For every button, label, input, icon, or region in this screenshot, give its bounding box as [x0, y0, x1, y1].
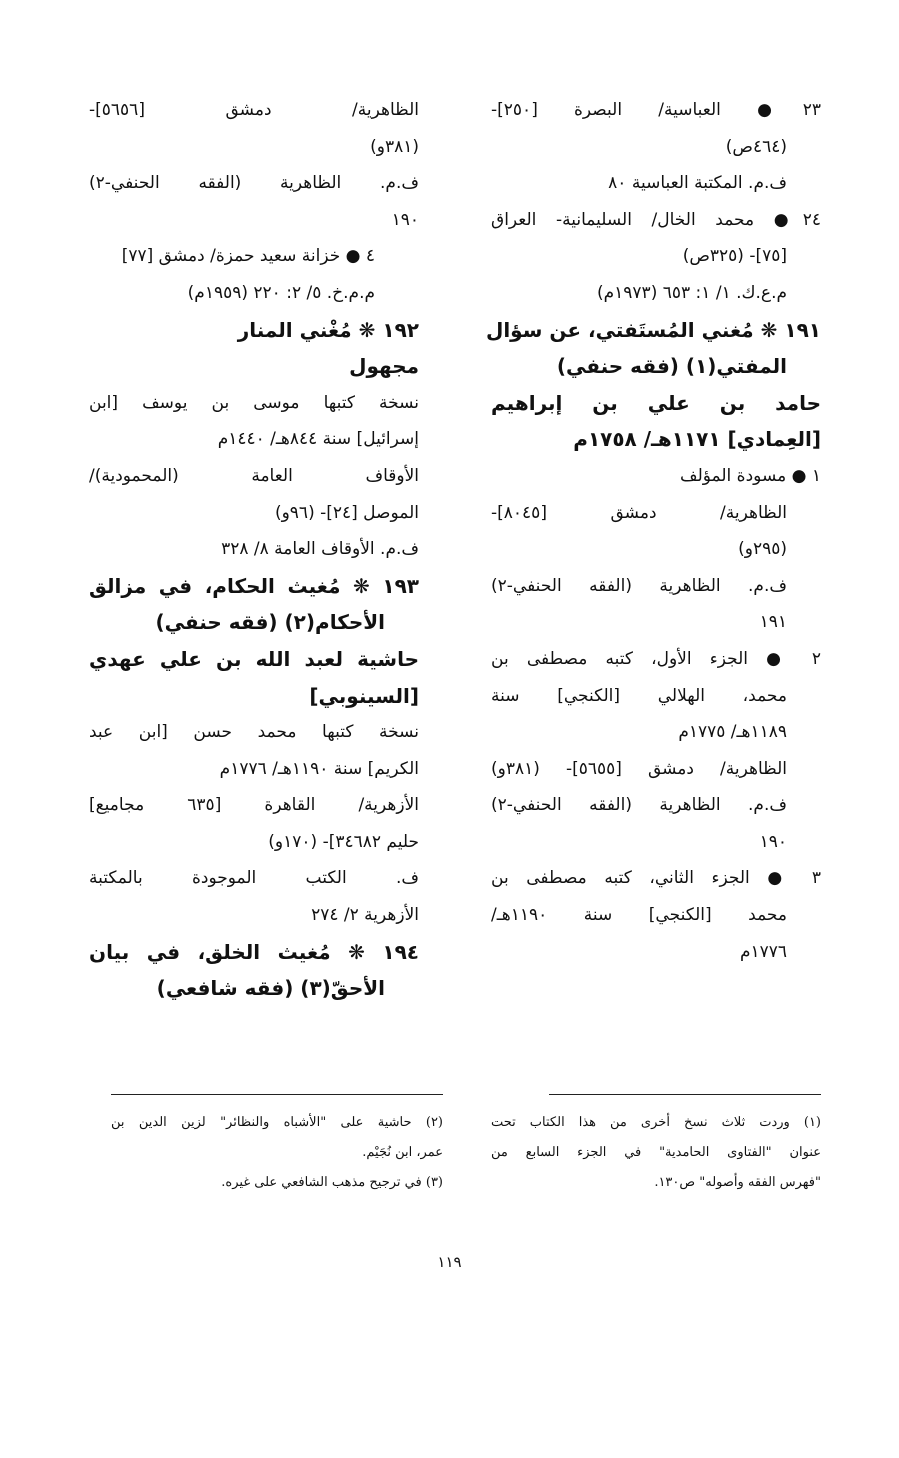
entry-line: محمد، الهلالي [الكنجي] سنة: [491, 685, 787, 706]
entry-line: نسخة كتبها موسى بن يوسف [ابن: [89, 392, 419, 413]
entry-line: الموصل [٢٤]- (٩٦و): [274, 502, 419, 523]
footnote-line: "فهرس الفقه وأصوله" ص١٣٠.: [654, 1175, 821, 1190]
entry-line: الكريم] سنة ١١٩٠هـ/ ١٧٧٦م: [219, 758, 419, 779]
entry-line: ف.م. الظاهرية (الفقه الحنفي-٢): [491, 795, 787, 816]
footnote-divider-right: [549, 1094, 821, 1095]
entry-line: الأزهرية ٢/ ٢٧٤: [311, 905, 419, 926]
entry-line: ١٩٠: [391, 209, 419, 230]
entry-line: ١ ● مسودة المؤلف: [679, 465, 821, 486]
entry-line: ف.م. المكتبة العباسية ٨٠: [608, 173, 787, 194]
entry-line: (٢٩٥و): [738, 539, 787, 560]
footnote-line: عنوان "الفتاوى الحامدية" في الجزء السابع من: [491, 1145, 821, 1160]
entry-line: ١٩٣ ❋ مُغيث الحكام، في مزالق: [89, 573, 419, 598]
entry-line: مجهول: [349, 354, 419, 379]
entry-line: ٢٤● محمد الخال/ السليمانية- العراق: [491, 209, 821, 230]
footnote-line: (١) وردت ثلاث نسخ أخرى من هذا الكتاب تحت: [491, 1115, 821, 1130]
entry-line: الأحكام(٢) (فقه حنفي): [155, 610, 385, 635]
entry-line: نسخة كتبها محمد حسن [ابن عبد: [89, 722, 419, 743]
right-column: [485, 92, 821, 970]
entry-line: ف.م. الظاهرية (الفقه الحنفي-٢): [491, 575, 787, 596]
footnotes-right: [491, 1108, 821, 1198]
entry-line: الظاهرية/ دمشق [٥٦٥٦]-: [89, 100, 419, 120]
entry-line: ف.م. الظاهرية (الفقه الحنفي-٢): [89, 173, 419, 194]
entry-line: [٧٥]- (٣٢٥ص): [682, 246, 787, 267]
entry-line: ١٩٠: [759, 831, 787, 852]
entry-line: حليم ٣٤٦٨٢]- (١٧٠و): [268, 831, 419, 852]
entry-line: [العِمادي] ١١٧١هـ/ ١٧٥٨م: [573, 427, 821, 452]
left-column: [89, 92, 419, 1007]
entry-line: محمد [الكنجي] سنة ١١٩٠هـ/: [491, 905, 787, 926]
entry-line: (٣٨١و): [370, 136, 419, 157]
entry-line: الأزهرية/ القاهرة [٦٣٥ مجاميع]: [89, 795, 419, 816]
entry-line: ٢ ● الجزء الأول، كتبه مصطفى بن: [491, 648, 821, 669]
footnote-divider-left: [111, 1094, 443, 1095]
footnote-line: (٢) حاشية على "الأشباه والنظائر" لزين الدين بن: [111, 1115, 443, 1130]
entry-line: [السينوبي]: [309, 683, 419, 708]
entry-line: الأحقّ(٣) (فقه شافعي): [156, 976, 385, 1001]
entry-line: ٤ ● خزانة سعيد حمزة/ دمشق [٧٧]: [121, 246, 375, 267]
entry-line: المفتي(١) (فقه حنفي): [556, 354, 787, 379]
entry-line: (٤٦٤ص): [725, 136, 787, 157]
entry-line: ف.م. الأوقاف العامة ٨/ ٣٢٨: [221, 539, 419, 560]
footnote-line: عمر، ابن نُجَيْم.: [362, 1145, 443, 1160]
entry-line: الظاهرية/ دمشق [٥٦٥٥]- (٣٨١و): [491, 758, 788, 779]
entry-line: الأوقاف العامة (المحمودية)/: [89, 465, 419, 486]
entry-line: ١٩٤ ❋ مُغيث الخلق، في بيان: [89, 939, 419, 964]
entry-line: إسرائيل] سنة ٨٤٤هـ/ ١٤٤٠م: [217, 429, 419, 450]
entry-line: الظاهرية/ دمشق [٨٠٤٥]-: [491, 502, 787, 523]
entry-line: ١١٨٩هـ/ ١٧٧٥م: [678, 722, 787, 743]
entry-line: ٣ ● الجزء الثاني، كتبه مصطفى بن: [491, 868, 821, 889]
footnotes-left: [111, 1108, 443, 1198]
entry-line: ١٩١: [759, 612, 787, 633]
page-number: ١١٩: [437, 1253, 462, 1271]
entry-line: ١٩٢ ❋ مُغْني المنار: [237, 317, 419, 342]
entry-line: م.ع.ك. ١/ ١: ٦٥٣ (١٩٧٣م): [596, 282, 787, 303]
entry-line: حاشية لعبد الله بن علي عهدي: [89, 646, 419, 671]
entry-line: ١٩١ ❋ مُغني المُستَفتي، عن سؤال: [485, 317, 821, 342]
footnote-line: (٣) في ترجيح مذهب الشافعي على غيره.: [221, 1175, 443, 1190]
entry-line: ٢٣● العباسية/ البصرة [٢٥٠]-: [491, 100, 821, 120]
entry-line: ١٧٧٦م: [739, 941, 787, 962]
entry-line: م.م.خ. ٥/ ٢: ٢٢٠ (١٩٥٩م): [187, 282, 375, 303]
entry-line: ف. الكتب الموجودة بالمكتبة: [89, 868, 419, 889]
entry-line: حامد بن علي بن إبراهيم: [491, 390, 821, 415]
